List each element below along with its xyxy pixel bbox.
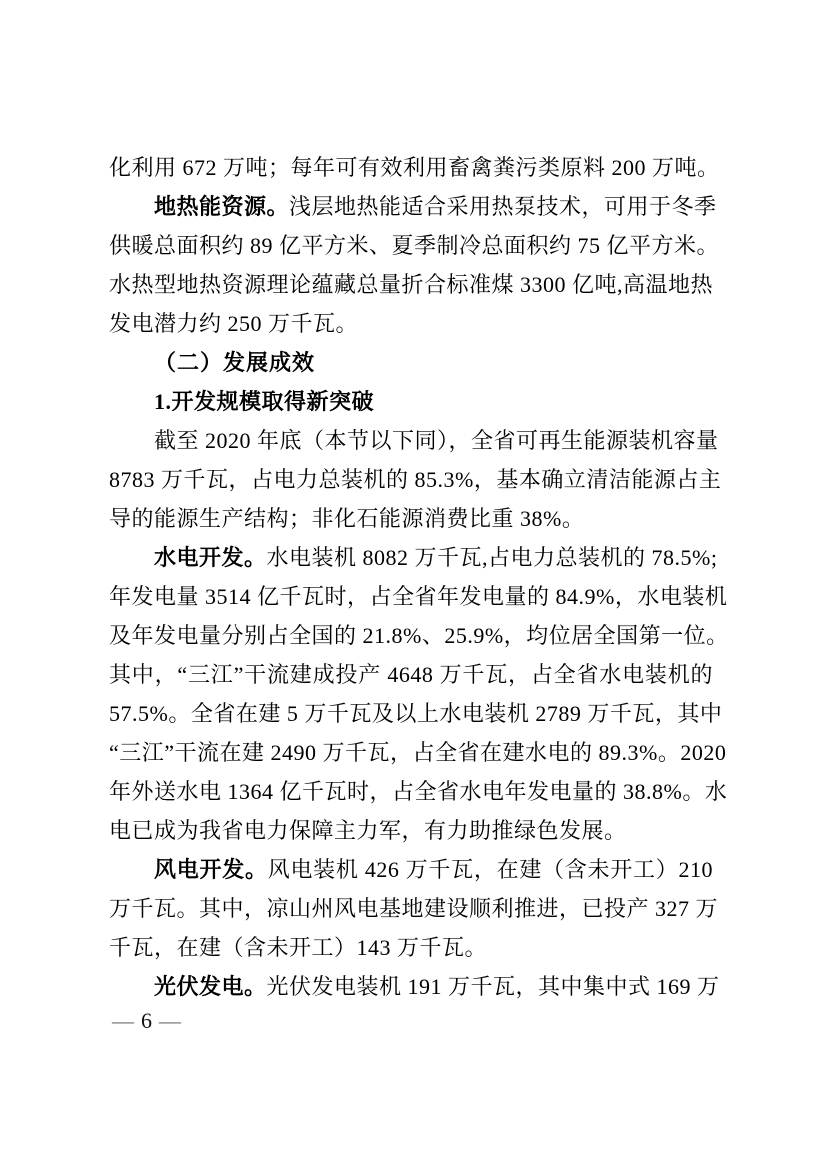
line-text: 万千瓦。其中，凉山州风电基地建设顺利推进，已投产 327 万 [109, 896, 719, 921]
text-line [109, 967, 720, 1006]
line-text: 光伏发电装机 191 万千瓦，其中集中式 169 万 [266, 974, 720, 999]
paragraph-lead: 风电开发。 [154, 857, 268, 882]
line-text: 水电装机 8082 万千瓦,占电力总装机的 78.5%; [266, 545, 718, 570]
text-line [109, 421, 719, 460]
line-text: 发电潜力约 250 万千瓦。 [109, 311, 359, 336]
text-line [109, 655, 713, 694]
document-page [109, 148, 729, 1006]
line-text: 电已成为我省电力保障主力军，有力助推绿色发展。 [109, 818, 627, 843]
line-text: “三江”干流在建 2490 万千瓦，占全省在建水电的 89.3%。2020 [109, 740, 727, 765]
line-text: 年发电量 3514 亿千瓦时，占全省年发电量的 84.9%，水电装机 [109, 584, 728, 609]
line-text: 导的能源生产结构；非化石能源消费比重 38%。 [109, 506, 585, 531]
text-line [109, 538, 718, 577]
paragraph-lead: 光伏发电。 [154, 974, 267, 999]
text-line [109, 148, 720, 187]
line-text: 57.5%。全省在建 5 万千瓦及以上水电装机 2789 万千瓦，其中 [109, 701, 723, 726]
line-text: 风电装机 426 万千瓦，在建（含未开工）210 [267, 857, 713, 882]
text-line [109, 694, 723, 733]
text-line [109, 772, 728, 811]
subsection-heading [109, 382, 713, 421]
text-line [109, 850, 713, 889]
text-line [109, 499, 713, 538]
page-number-dash-right: — [159, 1008, 181, 1033]
heading-text: 1.开发规模取得新突破 [154, 389, 375, 414]
line-text: 其中，“三江”干流建成投产 4648 万千瓦，占全省水电装机的 [109, 662, 713, 687]
page-number-dash-left: — [112, 1008, 134, 1033]
text-line [109, 811, 713, 850]
line-text: 8783 万千瓦，占电力总装机的 85.3%，基本确立清洁能源占主 [109, 467, 722, 492]
text-line [109, 187, 717, 226]
line-text: 化利用 672 万吨；每年可有效利用畜禽粪污类原料 200 万吨。 [109, 155, 720, 180]
line-text: 浅层地热能适合采用热泵技术，可用于冬季 [289, 194, 717, 219]
text-line [109, 304, 713, 343]
text-line [109, 616, 729, 655]
text-line [109, 265, 713, 304]
line-text: 及年发电量分别占全国的 21.8%、25.9%，均位居全国第一位。 [109, 623, 729, 648]
paragraph-lead: 地热能资源。 [154, 194, 290, 219]
line-text: 年外送水电 1364 亿千瓦时，占全省水电年发电量的 38.8%。水 [109, 779, 728, 804]
text-line [109, 460, 722, 499]
text-line [109, 577, 728, 616]
line-text: 供暖总面积约 89 亿平方米、夏季制冷总面积约 75 亿平方米。 [109, 233, 720, 258]
page-number [112, 1008, 181, 1034]
section-heading [109, 343, 713, 382]
line-text: 水热型地热资源理论蕴藏总量折合标准煤 3300 亿吨,高温地热 [109, 272, 714, 297]
text-line [109, 928, 713, 967]
line-text: 截至 2020 年底（本节以下同），全省可再生能源装机容量 [154, 428, 719, 453]
text-line [109, 226, 720, 265]
page-number-value: 6 [141, 1008, 152, 1033]
heading-text: （二）发展成效 [154, 350, 316, 375]
text-line [109, 733, 727, 772]
paragraph-lead: 水电开发。 [154, 545, 267, 570]
text-line [109, 889, 719, 928]
line-text: 千瓦，在建（含未开工）143 万千瓦。 [109, 935, 488, 960]
